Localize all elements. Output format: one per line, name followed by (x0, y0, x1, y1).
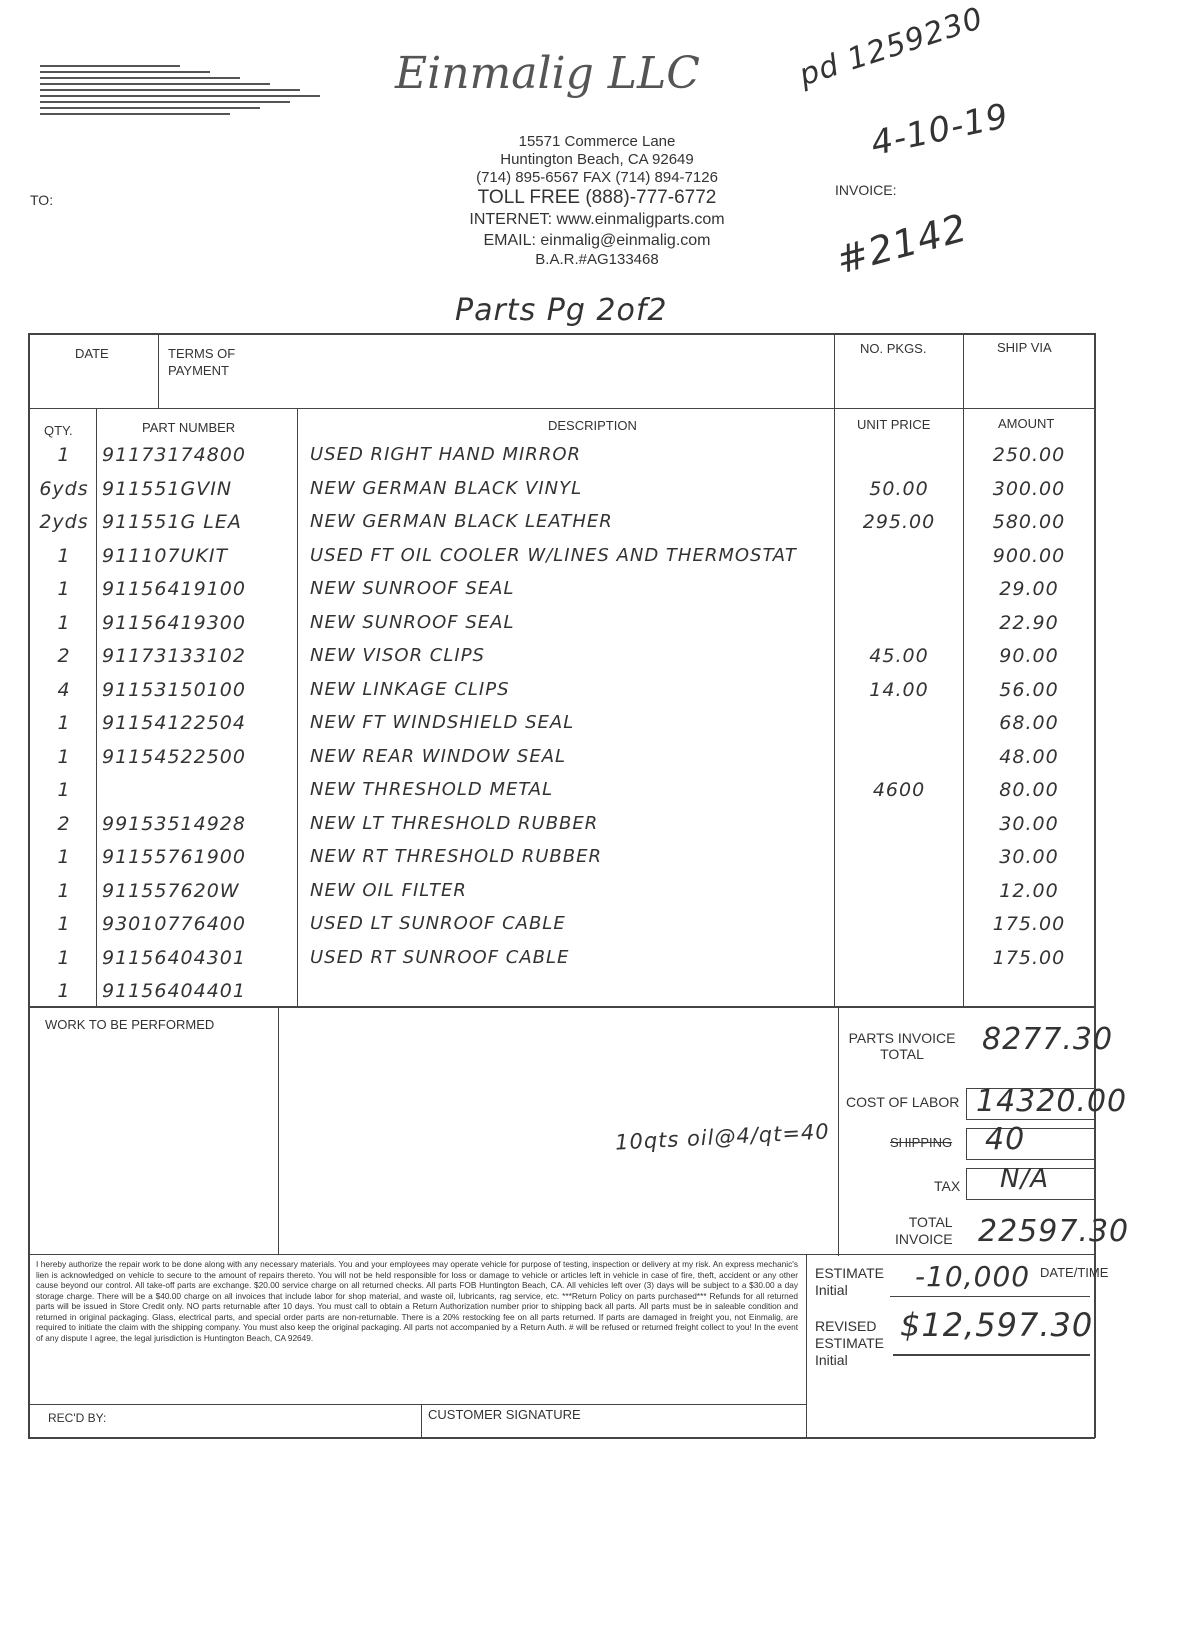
logo-stripes (40, 62, 320, 122)
estimate-label: ESTIMATE Initial (815, 1265, 884, 1298)
item-description: NEW GERMAN BLACK LEATHER (310, 511, 613, 532)
item-amount: 30.00 (999, 813, 1059, 835)
item-part-number: 93010776400 (102, 913, 246, 935)
total-invoice-value: 22597.30 (978, 1214, 1130, 1249)
item-description: NEW OIL FILTER (310, 880, 467, 901)
revised-value: $12,597.30 (900, 1306, 1094, 1344)
internet: INTERNET: www.einmaligparts.com (469, 211, 725, 228)
item-description: NEW SUNROOF SEAL (310, 578, 515, 599)
item-qty: 1 (57, 746, 71, 768)
item-unit-price (840, 846, 958, 869)
po-number: pd 1259230 (795, 0, 988, 94)
item-part-number: 91173174800 (102, 444, 246, 466)
item-part-number: 91156419100 (102, 578, 246, 600)
qty-header: QTY. (44, 423, 73, 438)
item-unit-price (840, 612, 958, 635)
description-header: DESCRIPTION (548, 418, 637, 433)
work-note: 10qts oil@4/qt=40 (614, 1119, 831, 1155)
item-amount (968, 980, 1090, 1003)
item-unit-price (840, 545, 958, 568)
item-unit-price (840, 444, 958, 467)
item-qty: 1 (57, 444, 71, 466)
item-qty: 1 (57, 612, 71, 634)
page-note: Parts Pg 2of2 (455, 293, 668, 328)
invoice-label: INVOICE: (835, 182, 897, 198)
item-unit-price: 4600 (872, 779, 926, 801)
handwritten-date: 4-10-19 (867, 95, 1013, 165)
company-logo: Einmalig LLC (395, 48, 700, 99)
item-unit-price: 50.00 (869, 478, 929, 500)
no-pkgs-header: NO. PKGS. (860, 341, 927, 356)
item-part-number: 91156419300 (102, 612, 246, 634)
item-qty: 1 (57, 980, 71, 1002)
item-qty: 1 (57, 947, 71, 969)
item-amount: 68.00 (999, 712, 1059, 734)
item-amount: 900.00 (992, 545, 1066, 567)
item-amount: 250.00 (992, 444, 1066, 466)
item-unit-price (840, 980, 958, 1003)
address-line-2: Huntington Beach, CA 92649 (500, 151, 694, 168)
signature-label: CUSTOMER SIGNATURE (428, 1407, 581, 1422)
item-description: USED FT OIL COOLER W/LINES AND THERMOSTAT (310, 545, 797, 566)
item-description: NEW LT THRESHOLD RUBBER (310, 813, 599, 834)
shipping-label: SHIPPING (890, 1135, 953, 1150)
item-unit-price: 295.00 (862, 511, 936, 533)
item-part-number: 911551GVIN (102, 478, 233, 500)
item-qty: 1 (57, 779, 71, 801)
item-qty: 1 (57, 712, 71, 734)
parts-total-label: PARTS INVOICE TOTAL (848, 1030, 956, 1062)
item-qty: 1 (57, 846, 71, 868)
item-part-number: 91156404401 (102, 980, 246, 1002)
estimate-value: -10,000 (915, 1260, 1031, 1293)
item-part-number: 99153514928 (102, 813, 246, 835)
date-time-label: DATE/TIME (1040, 1265, 1109, 1280)
item-description: USED RIGHT HAND MIRROR (310, 444, 581, 465)
item-part-number: 91154122504 (102, 712, 246, 734)
item-unit-price (840, 947, 958, 970)
amount-header: AMOUNT (998, 416, 1055, 431)
item-unit-price (840, 712, 958, 735)
item-description (310, 980, 830, 1003)
terms-text: I hereby authorize the repair work to be done along with any necessary materials. You and your employees may operate vehicle for purpose of testing, inspection or delivery at my risk. An express mechanic's lien is acknowledged on vehicle to secure to the amount of repairs thereto. You will not be held responsible for loss or damage to vehicle or articles left in vehicle in case of fire, theft, accident or any other cause beyond our control. All take-off parts are exchange. $20.00 service charge on all returned checks. All parts FOB Huntington Beach, CA. All vehicles left over (3) days will be subject to a $30.00 a day storage charge. There will be a $40.00 charge on all invoices that include labor for shop material, and waste oil, lubricants, rag service, etc. ***Return Policy on parts purchased*** Refunds for all returned parts will be issued in Store Credit only. NO parts returnable after 10 days. You must call to obtain a Return Authorization number prior to shipping back all parts. All parts must be in saleable condition and returned in original packaging. Glass, electrical parts, and special order parts are non-returnable. There is a 20% restocking fee on all parts returned. If parts are damaged in freight you, not Einmalig, are required to initiate the claim with the shipping company. You must also keep the original packaging. All parts not accompanied by a Return Auth. # will be refused or returned freight collect to you! In the event of any dispute I agree, the legal jurisdiction is Huntington Beach, CA 92649. (36, 1259, 798, 1343)
item-unit-price (840, 913, 958, 936)
item-part-number (102, 779, 294, 802)
item-amount: 175.00 (992, 947, 1066, 969)
item-description: NEW REAR WINDOW SEAL (310, 746, 567, 767)
item-amount: 56.00 (999, 679, 1059, 701)
item-amount: 175.00 (992, 913, 1066, 935)
item-amount: 12.00 (999, 880, 1059, 902)
item-qty: 1 (57, 545, 71, 567)
email: EMAIL: einmalig@einmalig.com (483, 232, 711, 249)
item-description: NEW SUNROOF SEAL (310, 612, 515, 633)
invoice-number: #2142 (831, 205, 972, 283)
item-amount: 48.00 (999, 746, 1059, 768)
address-line-1: 15571 Commerce Lane (518, 133, 676, 150)
tax-label: TAX (934, 1178, 961, 1194)
item-unit-price (840, 578, 958, 601)
item-amount: 80.00 (999, 779, 1059, 801)
item-qty: 1 (57, 880, 71, 902)
item-amount: 22.90 (999, 612, 1059, 634)
item-description: NEW RT THRESHOLD RUBBER (310, 846, 602, 867)
recd-by-label: REC'D BY: (48, 1411, 107, 1425)
unit-price-header: UNIT PRICE (857, 417, 931, 432)
item-part-number: 91156404301 (102, 947, 246, 969)
labor-label: COST OF LABOR (846, 1094, 960, 1110)
item-qty: 2 (57, 813, 71, 835)
item-description: NEW LINKAGE CLIPS (310, 679, 510, 700)
item-amount: 30.00 (999, 846, 1059, 868)
item-unit-price (840, 813, 958, 836)
item-part-number: 91173133102 (102, 645, 246, 667)
item-description: NEW THRESHOLD METAL (310, 779, 554, 800)
item-part-number: 91153150100 (102, 679, 246, 701)
item-description: USED RT SUNROOF CABLE (310, 947, 570, 968)
item-qty: 6yds (39, 478, 89, 500)
item-description: USED LT SUNROOF CABLE (310, 913, 566, 934)
item-part-number: 911551G LEA (102, 511, 242, 533)
tax-value: N/A (1000, 1164, 1049, 1194)
labor-value: 14320.00 (976, 1084, 1128, 1119)
item-qty: 2 (57, 645, 71, 667)
item-unit-price (840, 746, 958, 769)
shipping-value: 40 (985, 1122, 1026, 1157)
revised-label: REVISED ESTIMATE Initial (815, 1318, 884, 1368)
to-label: TO: (30, 192, 54, 208)
item-part-number: 911557620W (102, 880, 240, 902)
item-unit-price (840, 880, 958, 903)
terms-header: TERMS OF PAYMENT (168, 346, 236, 378)
item-qty: 2yds (39, 511, 89, 533)
item-amount: 300.00 (992, 478, 1066, 500)
bar-number: B.A.R.#AG133468 (535, 251, 659, 268)
item-amount: 90.00 (999, 645, 1059, 667)
ship-via-header: SHIP VIA (997, 340, 1052, 355)
item-amount: 580.00 (992, 511, 1066, 533)
item-unit-price: 14.00 (869, 679, 929, 701)
work-label: WORK TO BE PERFORMED (45, 1017, 215, 1032)
item-description: NEW VISOR CLIPS (310, 645, 485, 666)
item-amount: 29.00 (999, 578, 1059, 600)
item-qty: 1 (57, 578, 71, 600)
item-description: NEW FT WINDSHIELD SEAL (310, 712, 575, 733)
item-part-number: 91155761900 (102, 846, 246, 868)
date-header: DATE (75, 346, 109, 361)
item-description: NEW GERMAN BLACK VINYL (310, 478, 583, 499)
item-part-number: 91154522500 (102, 746, 246, 768)
phone-fax: (714) 895-6567 FAX (714) 894-7126 (476, 169, 718, 186)
item-qty: 1 (57, 913, 71, 935)
part-number-header: PART NUMBER (142, 420, 236, 435)
total-invoice-label: TOTAL INVOICE (895, 1214, 953, 1247)
item-part-number: 911107UKIT (102, 545, 229, 567)
item-qty: 4 (57, 679, 71, 701)
toll-free: TOLL FREE (888)-777-6772 (477, 187, 717, 208)
item-unit-price: 45.00 (869, 645, 929, 667)
parts-total-value: 8277.30 (982, 1022, 1114, 1057)
